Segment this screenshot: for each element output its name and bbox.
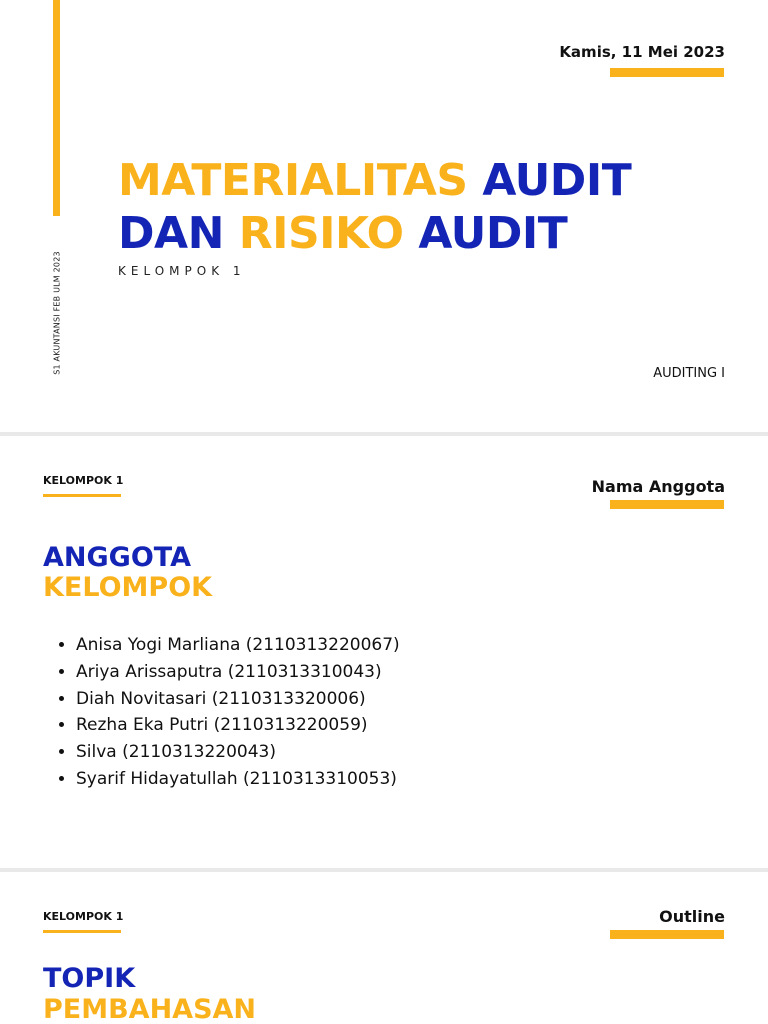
section-label-bar xyxy=(610,930,724,939)
date-underline-bar xyxy=(610,68,724,77)
section-label: Nama Anggota xyxy=(591,477,725,496)
group-label-underline xyxy=(43,930,121,933)
topics-slide xyxy=(0,872,768,1024)
title-line-2 xyxy=(118,208,568,259)
title-word: DAN xyxy=(118,208,224,259)
heading-line-1: TOPIK xyxy=(43,963,136,994)
members-slide xyxy=(0,436,768,868)
heading-line-2: KELOMPOK xyxy=(43,572,213,603)
list-item: • Anisa Yogi Marliana (2110313220067) xyxy=(76,632,400,659)
list-item: • Syarif Hidayatullah (2110313310053) xyxy=(76,766,400,793)
vertical-accent-bar xyxy=(53,0,60,216)
group-label-underline xyxy=(43,494,121,497)
title-word: AUDIT xyxy=(482,155,632,206)
title-word: MATERIALITAS xyxy=(118,155,468,206)
course-label: AUDITING I xyxy=(653,366,725,381)
subtitle: KELOMPOK 1 xyxy=(118,264,246,278)
group-label: KELOMPOK 1 xyxy=(43,910,124,923)
title-line-1 xyxy=(118,155,632,206)
list-item: • Rezha Eka Putri (2110313220059) xyxy=(76,712,400,739)
vertical-caption: S1 AKUNTANSI FEB ULM 2023 xyxy=(52,251,62,375)
title-word: RISIKO xyxy=(238,208,404,259)
heading-line-2: PEMBAHASAN xyxy=(43,994,257,1024)
title-slide xyxy=(0,0,768,432)
section-label-bar xyxy=(610,500,724,509)
list-item: • Ariya Arissaputra (2110313310043) xyxy=(76,659,400,686)
list-item: • Diah Novitasari (2110313320006) xyxy=(76,686,400,713)
title-word: AUDIT xyxy=(418,208,568,259)
member-list xyxy=(58,632,400,793)
list-item: • Silva (2110313220043) xyxy=(76,739,400,766)
heading-line-1: ANGGOTA xyxy=(43,542,191,573)
date-label: Kamis, 11 Mei 2023 xyxy=(559,43,725,61)
group-label: KELOMPOK 1 xyxy=(43,474,124,487)
section-label: Outline xyxy=(659,907,725,926)
